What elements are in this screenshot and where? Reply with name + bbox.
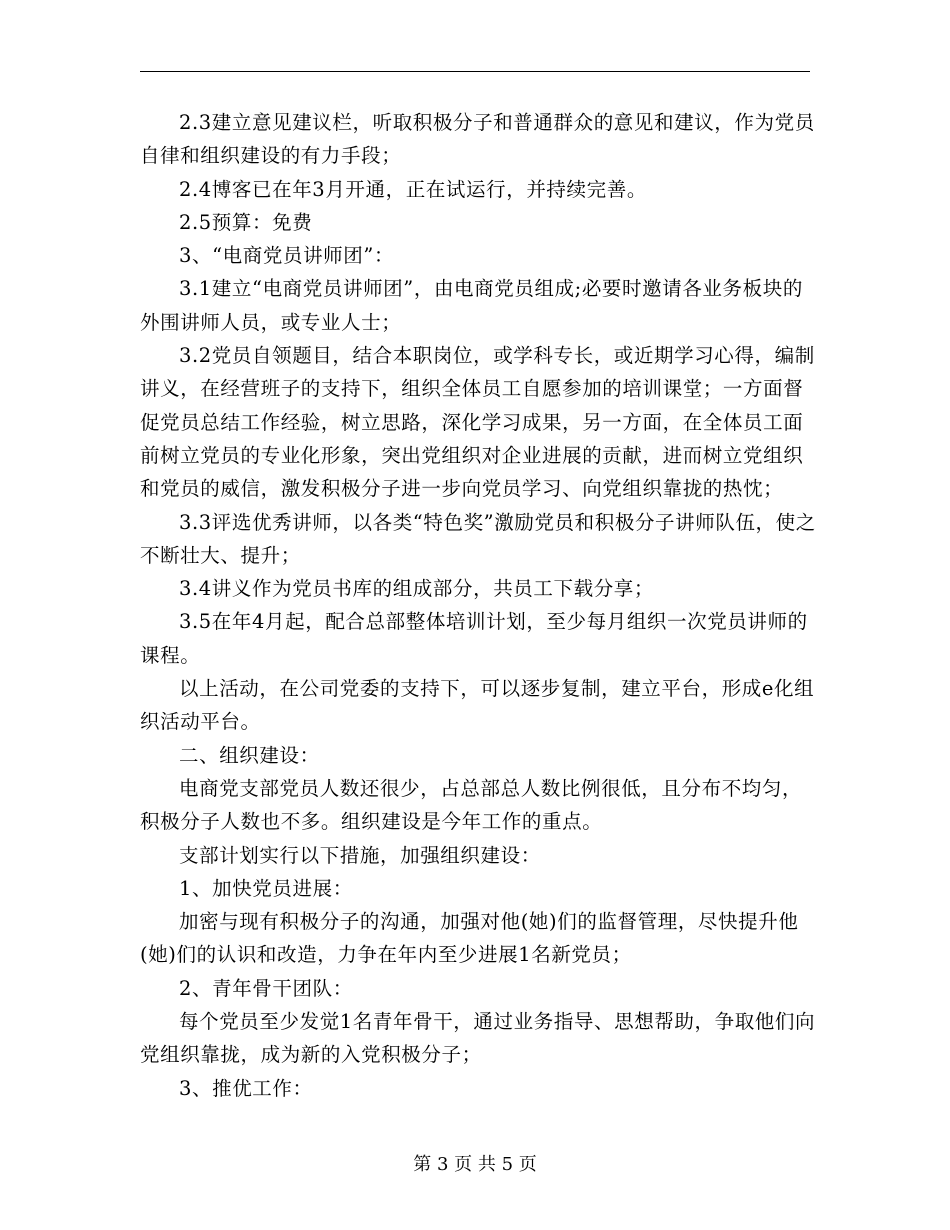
paragraph-branch-status: 电商党支部党员人数还很少，占总部总人数比例很低，且分布不均匀，积极分子人数也不多。组织建设是今年工作的重点。	[140, 776, 803, 834]
paragraph-3-5: 3.5在年4月起，配合总部整体培训计划，至少每月组织一次党员讲师的课程。	[140, 610, 808, 667]
paragraph-3-4: 3.4讲义作为党员书库的组成部分，共员工下载分享；	[179, 577, 655, 601]
paragraph-3-1: 3.1建立“电商党员讲师团”，由电商党员组成;必要时邀请各业务板块的外围讲师人员，或专业人士；	[140, 277, 803, 334]
heading-recommendation: 3、推优工作：	[179, 1076, 313, 1100]
paragraph-measures-intro: 支部计划实行以下措施，加强组织建设：	[179, 843, 541, 867]
paragraph-activities-summary: 以上活动，在公司党委的支持下，可以逐步复制，建立平台，形成e化组织活动平台。	[140, 677, 815, 734]
paragraph-2-4: 2.4博客已在年3月开通，正在试运行，并持续完善。	[179, 177, 647, 201]
paragraph-member-development: 加密与现有积极分子的沟通，加强对他(她)们的监督管理，尽快提升他(她)们的认识和改造，力争在年内至少进展1名新党员；	[140, 910, 799, 967]
heading-lecturer-group: 3、“电商党员讲师团”：	[179, 244, 395, 268]
page-number-footer: 第 3 页 共 5 页	[413, 1154, 537, 1175]
paragraph-3-3: 3.3评选优秀讲师，以各类“特色奖”激励党员和积极分子讲师队伍，使之不断壮大、提升；	[140, 510, 816, 567]
paragraph-2-5: 2.5预算：免费	[179, 210, 313, 234]
heading-member-development: 1、加快党员进展：	[179, 876, 353, 900]
paragraph-3-2: 3.2党员自领题目，结合本职岗位，或学科专长，或近期学习心得，编制讲义，在经营班子的支持下，组织全体员工自愿参加的培训课堂；一方面督促党员总结工作经验，树立思路，深化学习成果，另一方面，在全体员工面前树立党员的专业化形象，突出党组织对企业进展的贡献，进而树立党组织和党员的威信，激发积极分子进一步向党员学习、向党组织靠拢的热忱；	[140, 344, 815, 501]
document-body	[140, 106, 820, 1105]
paragraph-2-3: 2.3建立意见建议栏，听取积极分子和普通群众的意见和建议，作为党员自律和组织建设的有力手段；	[140, 111, 815, 168]
header-rule	[140, 71, 810, 72]
heading-organization-building: 二、组织建设：	[179, 743, 320, 767]
paragraph-youth-team: 每个党员至少发觉1名青年骨干，通过业务指导、思想帮助，争取他们向党组织靠拢，成为新的入党积极分子；	[140, 1010, 816, 1067]
heading-youth-team: 2、青年骨干团队：	[179, 976, 353, 1000]
